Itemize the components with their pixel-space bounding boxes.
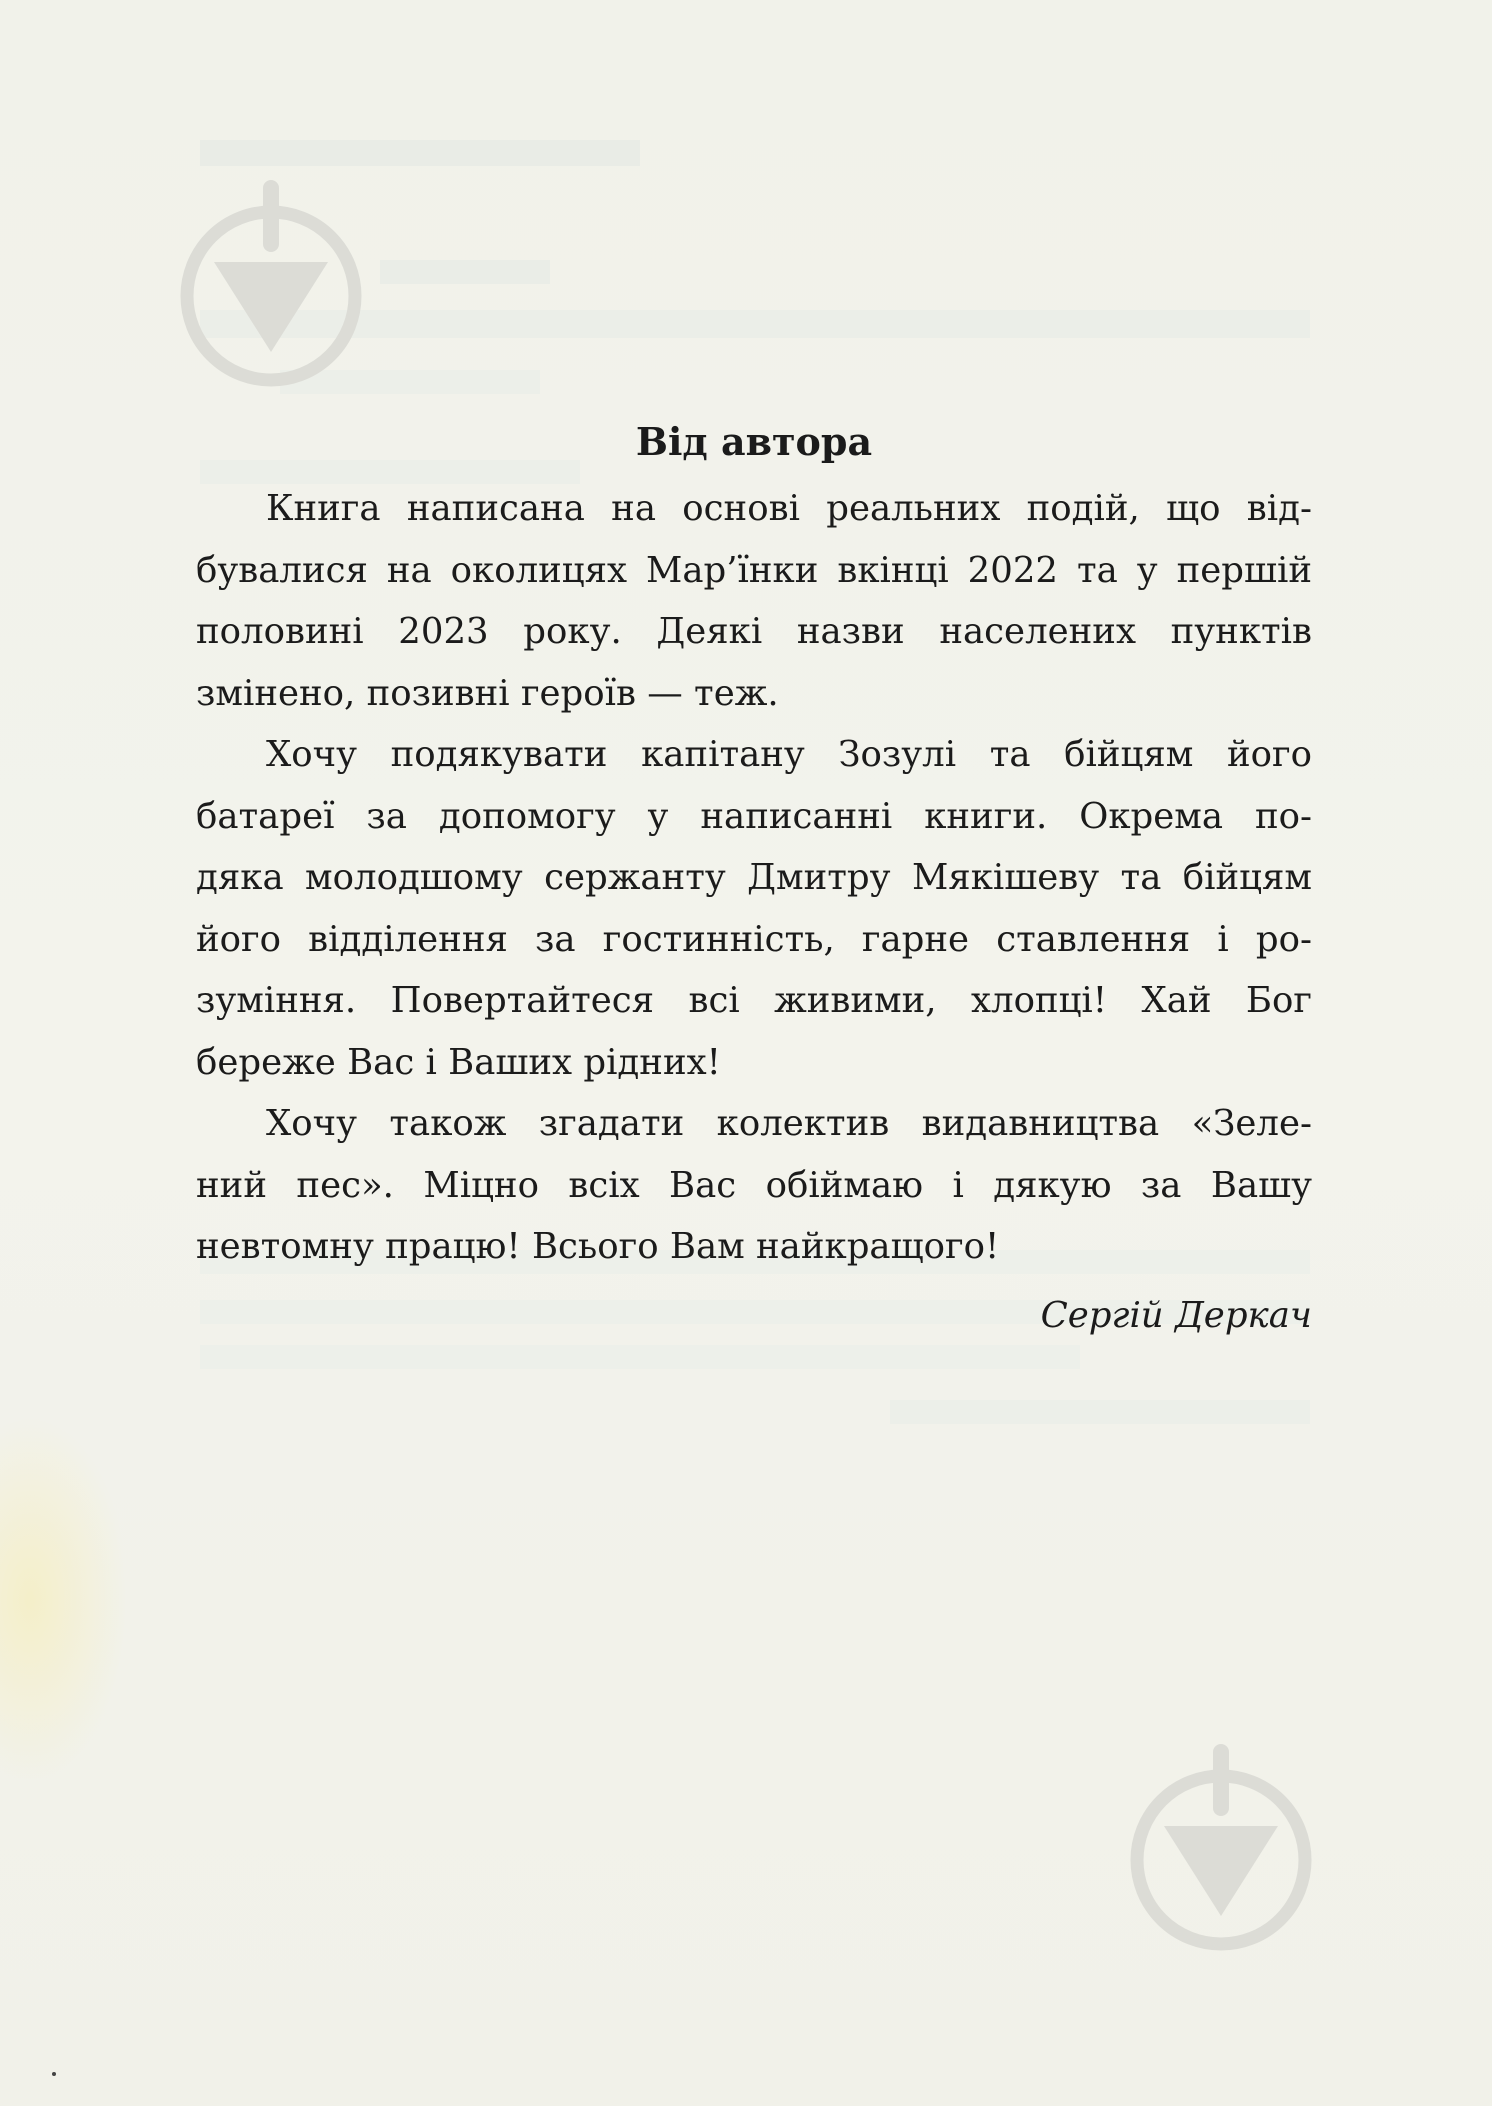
bleed-through-line [200,1345,1080,1369]
text-line: Хочу подякувати капітану Зозулі та бійцям його [266,734,1312,775]
text-line: його відділення за гостинність, гарне ставлення і ро- [196,918,1312,960]
text-line: батареї за допомогу у написанні книги. Окрема по- [196,795,1312,837]
text-line: Хочу також згадати колектив видавництва «Зеле- [266,1103,1312,1144]
text-line: бувалися на околицях Мар’їнки вкінці 2022 та у першій [196,549,1312,591]
page-speck [52,2072,56,2076]
text-line: змінено, позивні героїв — теж. [196,672,779,714]
bleed-through-line [380,260,550,284]
paragraph-1 [196,478,1312,724]
text-line: невтомну працю! Всього Вам найкращого! [196,1226,1000,1267]
author-signature: Сергій Деркач [1040,1294,1312,1336]
bleed-through-line [200,310,1310,338]
text-line: Книга написана на основі реальних подій, що від- [266,488,1312,529]
bleed-through-line [200,140,640,166]
text-line: ний пес». Міцно всіх Вас обіймаю і дякую за Вашу [196,1164,1312,1206]
paragraph-2 [196,724,1312,1093]
author-note [196,410,1312,1348]
trowel-shovel-logo-icon [1128,1740,1314,1960]
text-line: зуміння. Повертайтеся всі живими, хлопці! Хай Бог [196,980,1312,1021]
text-line: половині 2023 року. Деякі назви населених пунктів [196,611,1312,652]
text-line: береже Вас і Ваших рідних! [196,1041,721,1083]
trowel-shovel-logo-icon [178,176,364,396]
page-title: Від автора [635,419,873,464]
text-line: дяка молодшому сержанту Дмитру Мякішеву та бійцям [196,857,1312,898]
bleed-through-line [890,1400,1310,1424]
paragraph-3 [196,1093,1312,1278]
